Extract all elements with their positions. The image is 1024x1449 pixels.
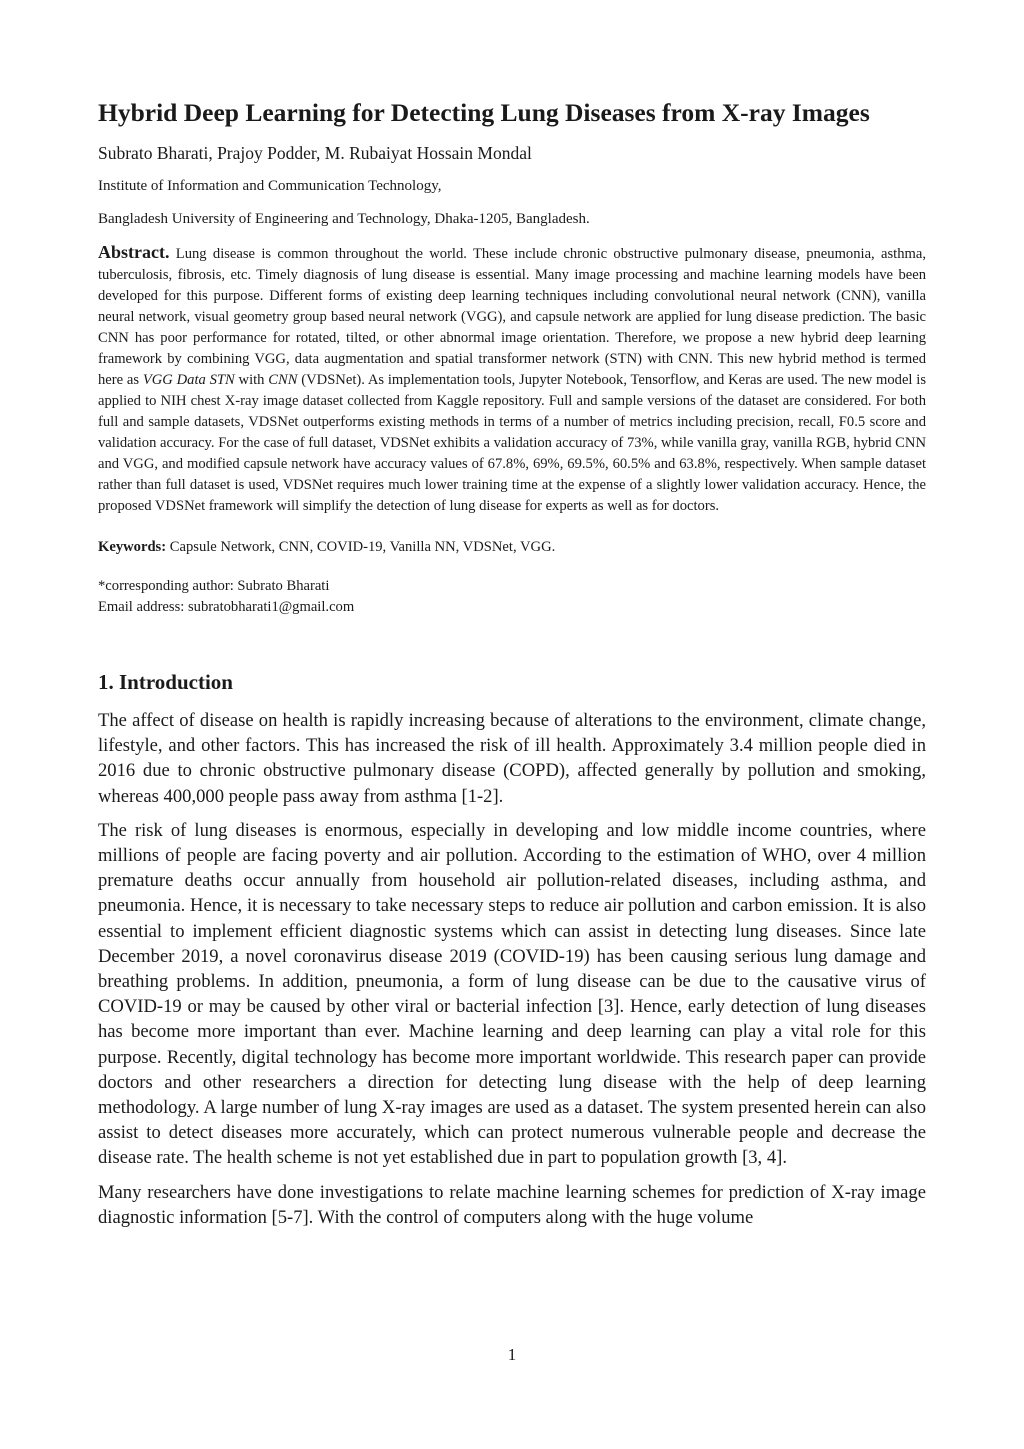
affiliation-line-2: Bangladesh University of Engineering and Technology, Dhaka-1205, Bangladesh. [98, 211, 590, 227]
abstract-italic-cnn: CNN [268, 372, 298, 388]
affiliation-line-1: Institute of Information and Communication Technology, [98, 178, 442, 194]
introduction-paragraph-1: The affect of disease on health is rapidly increasing because of alterations to the environment, climate change, lifestyle, and other factors. This has increased the risk of ill health. Approximately 3.4 million people died in 2016 due to chronic obstructive pulmonary disease (COPD), affected generally by pollution and smoking, whereas 400,000 people pass away from asthma [1-2]. [98, 710, 926, 807]
abstract-text-part2: (VDSNet). As implementation tools, Jupyter Notebook, Tensorflow, and Keras are used. The new model is applied to NIH chest X-ray image dataset collected from Kaggle repository. Full and sample versions of the dataset are considered. For both full and sample datasets, VDSNet outperforms existing methods in terms of a number of metrics including precision, recall, F0.5 score and validation accuracy. For the case of full dataset, VDSNet exhibits a validation accuracy of 73%, while vanilla gray, vanilla RGB, hybrid CNN and VGG, and modified capsule network have accuracy values of 67.8%, 69%, 69.5%, 60.5% and 63.8%, respectively. When sample dataset rather than full dataset is used, VDSNet requires much lower training time at the expense of a slightly lower validation accuracy. Hence, the proposed VDSNet framework will simplify the detection of lung disease for experts as well as for doctors. [98, 372, 927, 514]
paper-title: Hybrid Deep Learning for Detecting Lung Diseases from X-ray Images [98, 98, 870, 127]
abstract-italic-vgg-data-stn: VGG Data STN [142, 372, 235, 388]
author-list: Subrato Bharati, Prajoy Podder, M. Rubaiyat Hossain Mondal [98, 143, 532, 163]
introduction-heading: 1. Introduction [98, 670, 233, 694]
abstract [98, 242, 926, 517]
keywords-label: Keywords: [98, 539, 167, 555]
page-number: 1 [507, 1345, 517, 1364]
abstract-text-part1: Lung disease is common throughout the world. These include chronic obstructive pulmonary disease, pneumonia, asthma, tuberculosis, fibrosis, etc. Timely diagnosis of lung disease is essential. Many image processing and machine learning models have been developed for this purpose. Different forms of existing deep learning techniques including convolutional neural network (CNN), vanilla neural network, visual geometry group based neural network (VGG), and capsule network are applied for lung disease prediction. The basic CNN has poor performance for rotated, tilted, or other abnormal image orientation. Therefore, we propose a new hybrid deep learning framework by combining VGG, data augmentation and spatial transformer network (STN) with CNN. This new hybrid method is termed here as [98, 246, 926, 388]
correspondence-block [98, 576, 926, 618]
keywords-text: Capsule Network, CNN, COVID-19, Vanilla NN, VDSNet, VGG. [166, 539, 556, 555]
keywords [98, 537, 926, 558]
introduction-paragraph-3: Many researchers have done investigations to relate machine learning schemes for prediction of X-ray image diagnostic information [5-7]. With the control of computers along with the huge volume [98, 1181, 926, 1228]
email-address: Email address: subratobharati1@gmail.com [98, 599, 355, 615]
abstract-label: Abstract. [98, 242, 170, 262]
corresponding-author: *corresponding author: Subrato Bharati [98, 578, 330, 594]
introduction-paragraph-2: The risk of lung diseases is enormous, especially in developing and low middle income countries, where millions of people are facing poverty and air pollution. According to the estimation of WHO, over 4 million premature deaths occur annually from household air pollution-related diseases, including asthma, and pneumonia. Hence, it is necessary to take necessary steps to reduce air pollution and carbon emission. It is also essential to implement efficient diagnostic systems which can assist in detecting lung diseases. Since late December 2019, a novel coronavirus disease 2019 (COVID-19) has been causing serious lung damage and breathing problems. In addition, pneumonia, a form of lung disease can be due to the causative virus of COVID-19 or may be caused by other viral or bacterial infection [3]. Hence, early detection of lung diseases has become more important than ever. Machine learning and deep learning can play a vital role for this purpose. Recently, digital technology has become more important worldwide. This research paper can provide doctors and other researchers a direction for detecting lung disease with the help of deep learning methodology. A large number of lung X-ray images are used as a dataset. The system presented herein can also assist to detect diseases more accurately, which can protect numerous vulnerable people and decrease the disease rate. The health scheme is not yet established due in part to population growth [3, 4]. [98, 819, 926, 1169]
abstract-text-with: with [234, 372, 269, 388]
paper-page [98, 96, 926, 1230]
